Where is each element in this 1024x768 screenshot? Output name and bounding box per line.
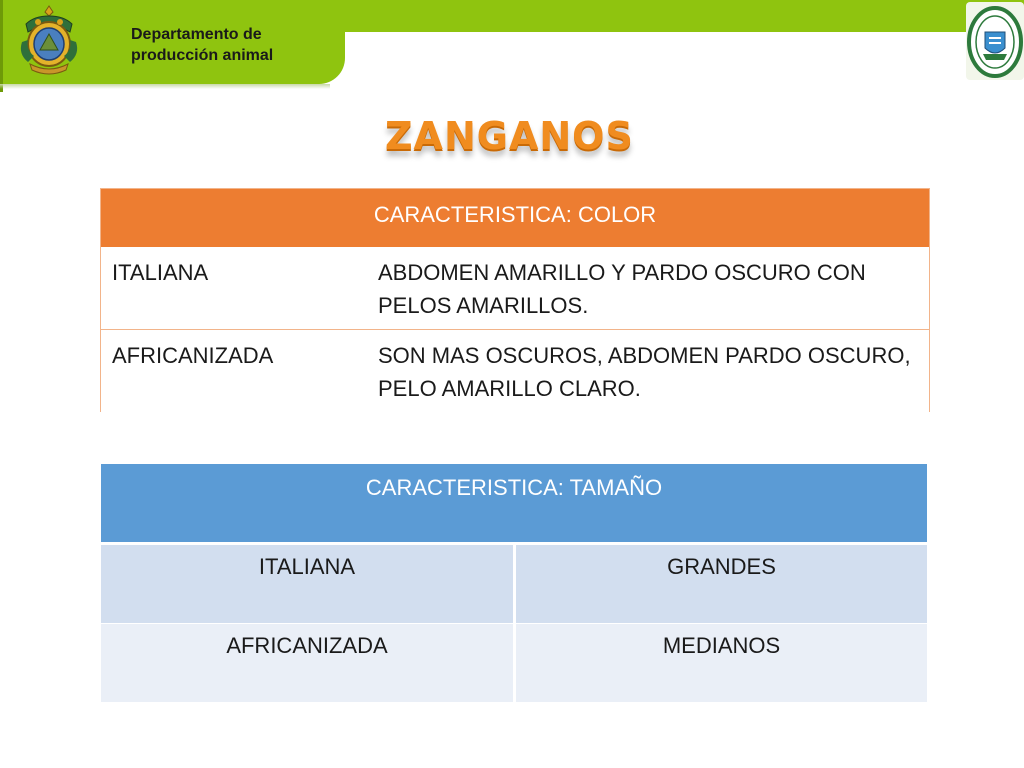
breed-cell: AFRICANIZADA xyxy=(112,343,274,368)
slide-title: ZANGANOS xyxy=(385,114,634,158)
header-edge xyxy=(0,0,3,92)
size-table xyxy=(101,464,927,702)
header-shadow xyxy=(0,84,330,89)
description-cell: ABDOMEN AMARILLO Y PARDO OSCURO CON PELOS AMARILLOS. xyxy=(378,260,866,318)
university-seal-logo xyxy=(966,2,1024,80)
size-table-header: CARACTERISTICA: TAMAÑO xyxy=(101,464,927,542)
description-cell: SON MAS OSCUROS, ABDOMEN PARDO OSCURO, PELO AMARILLO CLARO. xyxy=(378,343,911,401)
department-line1: Departamento de xyxy=(131,26,262,43)
size-cell: MEDIANOS xyxy=(662,633,781,658)
breed-cell: AFRICANIZADA xyxy=(226,633,388,658)
department-label xyxy=(131,24,273,66)
table-row xyxy=(101,247,929,330)
table-row xyxy=(101,624,927,702)
size-cell: GRANDES xyxy=(667,554,776,579)
department-line2: producción animal xyxy=(131,47,274,64)
table-row xyxy=(101,545,927,623)
color-table xyxy=(100,188,930,412)
table-row xyxy=(101,330,929,412)
coat-of-arms-logo xyxy=(14,2,84,78)
breed-cell: ITALIANA xyxy=(258,554,356,579)
color-table-header: CARACTERISTICA: COLOR xyxy=(101,189,929,247)
breed-cell: ITALIANA xyxy=(112,260,209,285)
